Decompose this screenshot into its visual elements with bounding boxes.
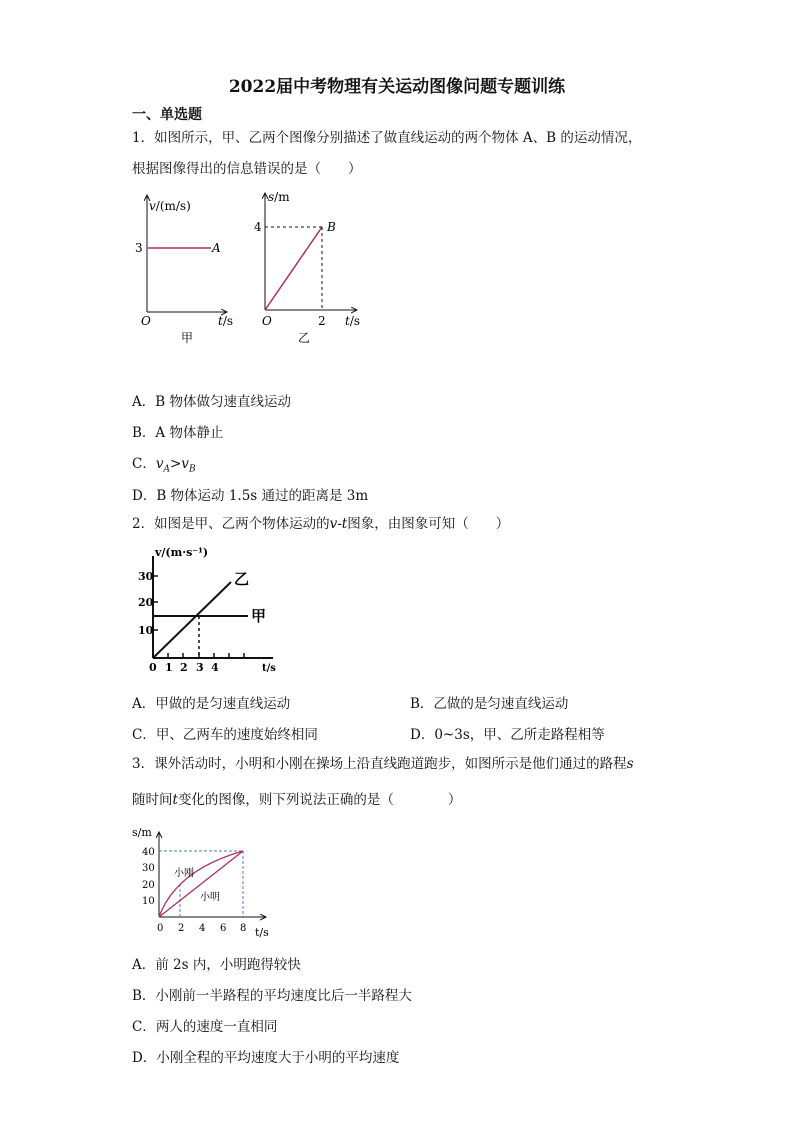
q1-option-c[interactable]: C．$v_A>v_B$ — [132, 456, 196, 475]
q3-label-gang: 小刚 — [174, 868, 194, 879]
q2-x-tick-3: 3 — [196, 661, 204, 674]
q3-x-tick-6: 6 — [220, 923, 227, 934]
q3-y-tick-40: 40 — [142, 847, 155, 858]
q2-x-tick-4: 4 — [211, 661, 219, 674]
q3-x-tick-4: 4 — [199, 923, 206, 934]
q2-graph — [138, 540, 278, 680]
q1-graphs — [125, 185, 365, 350]
yi-ylabel: s/m — [268, 190, 290, 204]
graph-yi — [254, 190, 360, 345]
q3-x-tick-8: 8 — [240, 923, 247, 934]
q3-y-tick-20: 20 — [142, 880, 155, 891]
q1-stem-line2: 根据图像得出的信息错误的是（ ） — [132, 161, 362, 177]
q2-option-d[interactable]: D．0~3s，甲、乙所走路程相等 — [410, 727, 605, 743]
q2-y-tick-30: 30 — [138, 570, 154, 583]
q2-option-c[interactable]: C．甲、乙两车的速度始终相同 — [132, 727, 318, 743]
q2-line-yi — [153, 582, 231, 658]
yi-y-tick: 4 — [254, 220, 262, 234]
yi-line-label: B — [327, 220, 336, 234]
q3-label-ming: 小明 — [200, 892, 220, 903]
graph-jia — [135, 195, 233, 345]
q1-option-a[interactable]: A．B 物体做匀速直线运动 — [132, 394, 291, 410]
q2-x-tick-0: 0 — [149, 661, 157, 674]
q2-ylabel: v/(m·s⁻¹) — [155, 546, 209, 559]
yi-xlabel: t/s — [345, 314, 361, 328]
q3-xlabel: t/s — [255, 926, 269, 939]
yi-caption: 乙 — [298, 331, 311, 345]
jia-y-tick: 3 — [135, 241, 143, 255]
q2-option-b[interactable]: B．乙做的是匀速直线运动 — [410, 696, 569, 712]
jia-ylabel: v/(m/s) — [149, 199, 191, 213]
q3-y-tick-30: 30 — [142, 863, 155, 874]
q2-y-tick-20: 20 — [138, 596, 154, 609]
section-heading: 一、单选题 — [132, 107, 202, 123]
yi-line-B — [265, 227, 322, 310]
jia-line-label: A — [212, 241, 221, 255]
jia-xlabel: t/s — [218, 314, 234, 328]
q3-x-tick-2: 2 — [178, 923, 185, 934]
jia-caption: 甲 — [181, 331, 194, 345]
q2-x-tick-1: 1 — [165, 661, 173, 674]
jia-origin: O — [141, 314, 151, 328]
page-title: 2022届中考物理有关运动图像问题专题训练 — [228, 77, 566, 97]
q3-option-d[interactable]: D．小刚全程的平均速度大于小明的平均速度 — [132, 1050, 400, 1066]
yi-x-tick: 2 — [318, 314, 326, 328]
q2-label-yi: 乙 — [234, 570, 250, 588]
q3-option-b[interactable]: B．小刚前一半路程的平均速度比后一半路程大 — [132, 988, 412, 1004]
q2-y-tick-10: 10 — [138, 624, 154, 637]
q3-y-tick-10: 10 — [142, 896, 155, 907]
yi-origin: O — [262, 314, 272, 328]
q1-stem-line1: 1．如图所示，甲、乙两个图像分别描述了做直线运动的两个物体 A、B 的运动情况， — [132, 130, 642, 146]
q2-x-tick-2: 2 — [180, 661, 188, 674]
q3-graph — [128, 820, 278, 942]
q1-option-b[interactable]: B．A 物体静止 — [132, 425, 224, 441]
q1-option-d[interactable]: D．B 物体运动 1.5s 通过的距离是 3m — [132, 488, 369, 504]
q3-option-a[interactable]: A．前 2s 内，小明跑得较快 — [132, 957, 301, 973]
q3-stem-line1: 3．课外活动时，小明和小刚在操场上沿直线跑道跑步，如图所示是他们通过的路程s — [132, 756, 634, 772]
q3-x-tick-0: 0 — [157, 923, 164, 934]
q3-stem-line2: 随时间t变化的图像，则下列说法正确的是（ ） — [132, 792, 462, 808]
q2-label-jia: 甲 — [251, 607, 267, 625]
q3-ylabel: s/m — [132, 826, 152, 839]
q2-option-a[interactable]: A．甲做的是匀速直线运动 — [132, 696, 291, 712]
q3-option-c[interactable]: C．两人的速度一直相同 — [132, 1019, 278, 1035]
q2-xlabel: t/s — [262, 663, 276, 674]
q2-stem: 2．如图是甲、乙两个物体运动的v-t图象，由图象可知（ ） — [132, 516, 510, 532]
q3-line-ming — [159, 851, 243, 917]
